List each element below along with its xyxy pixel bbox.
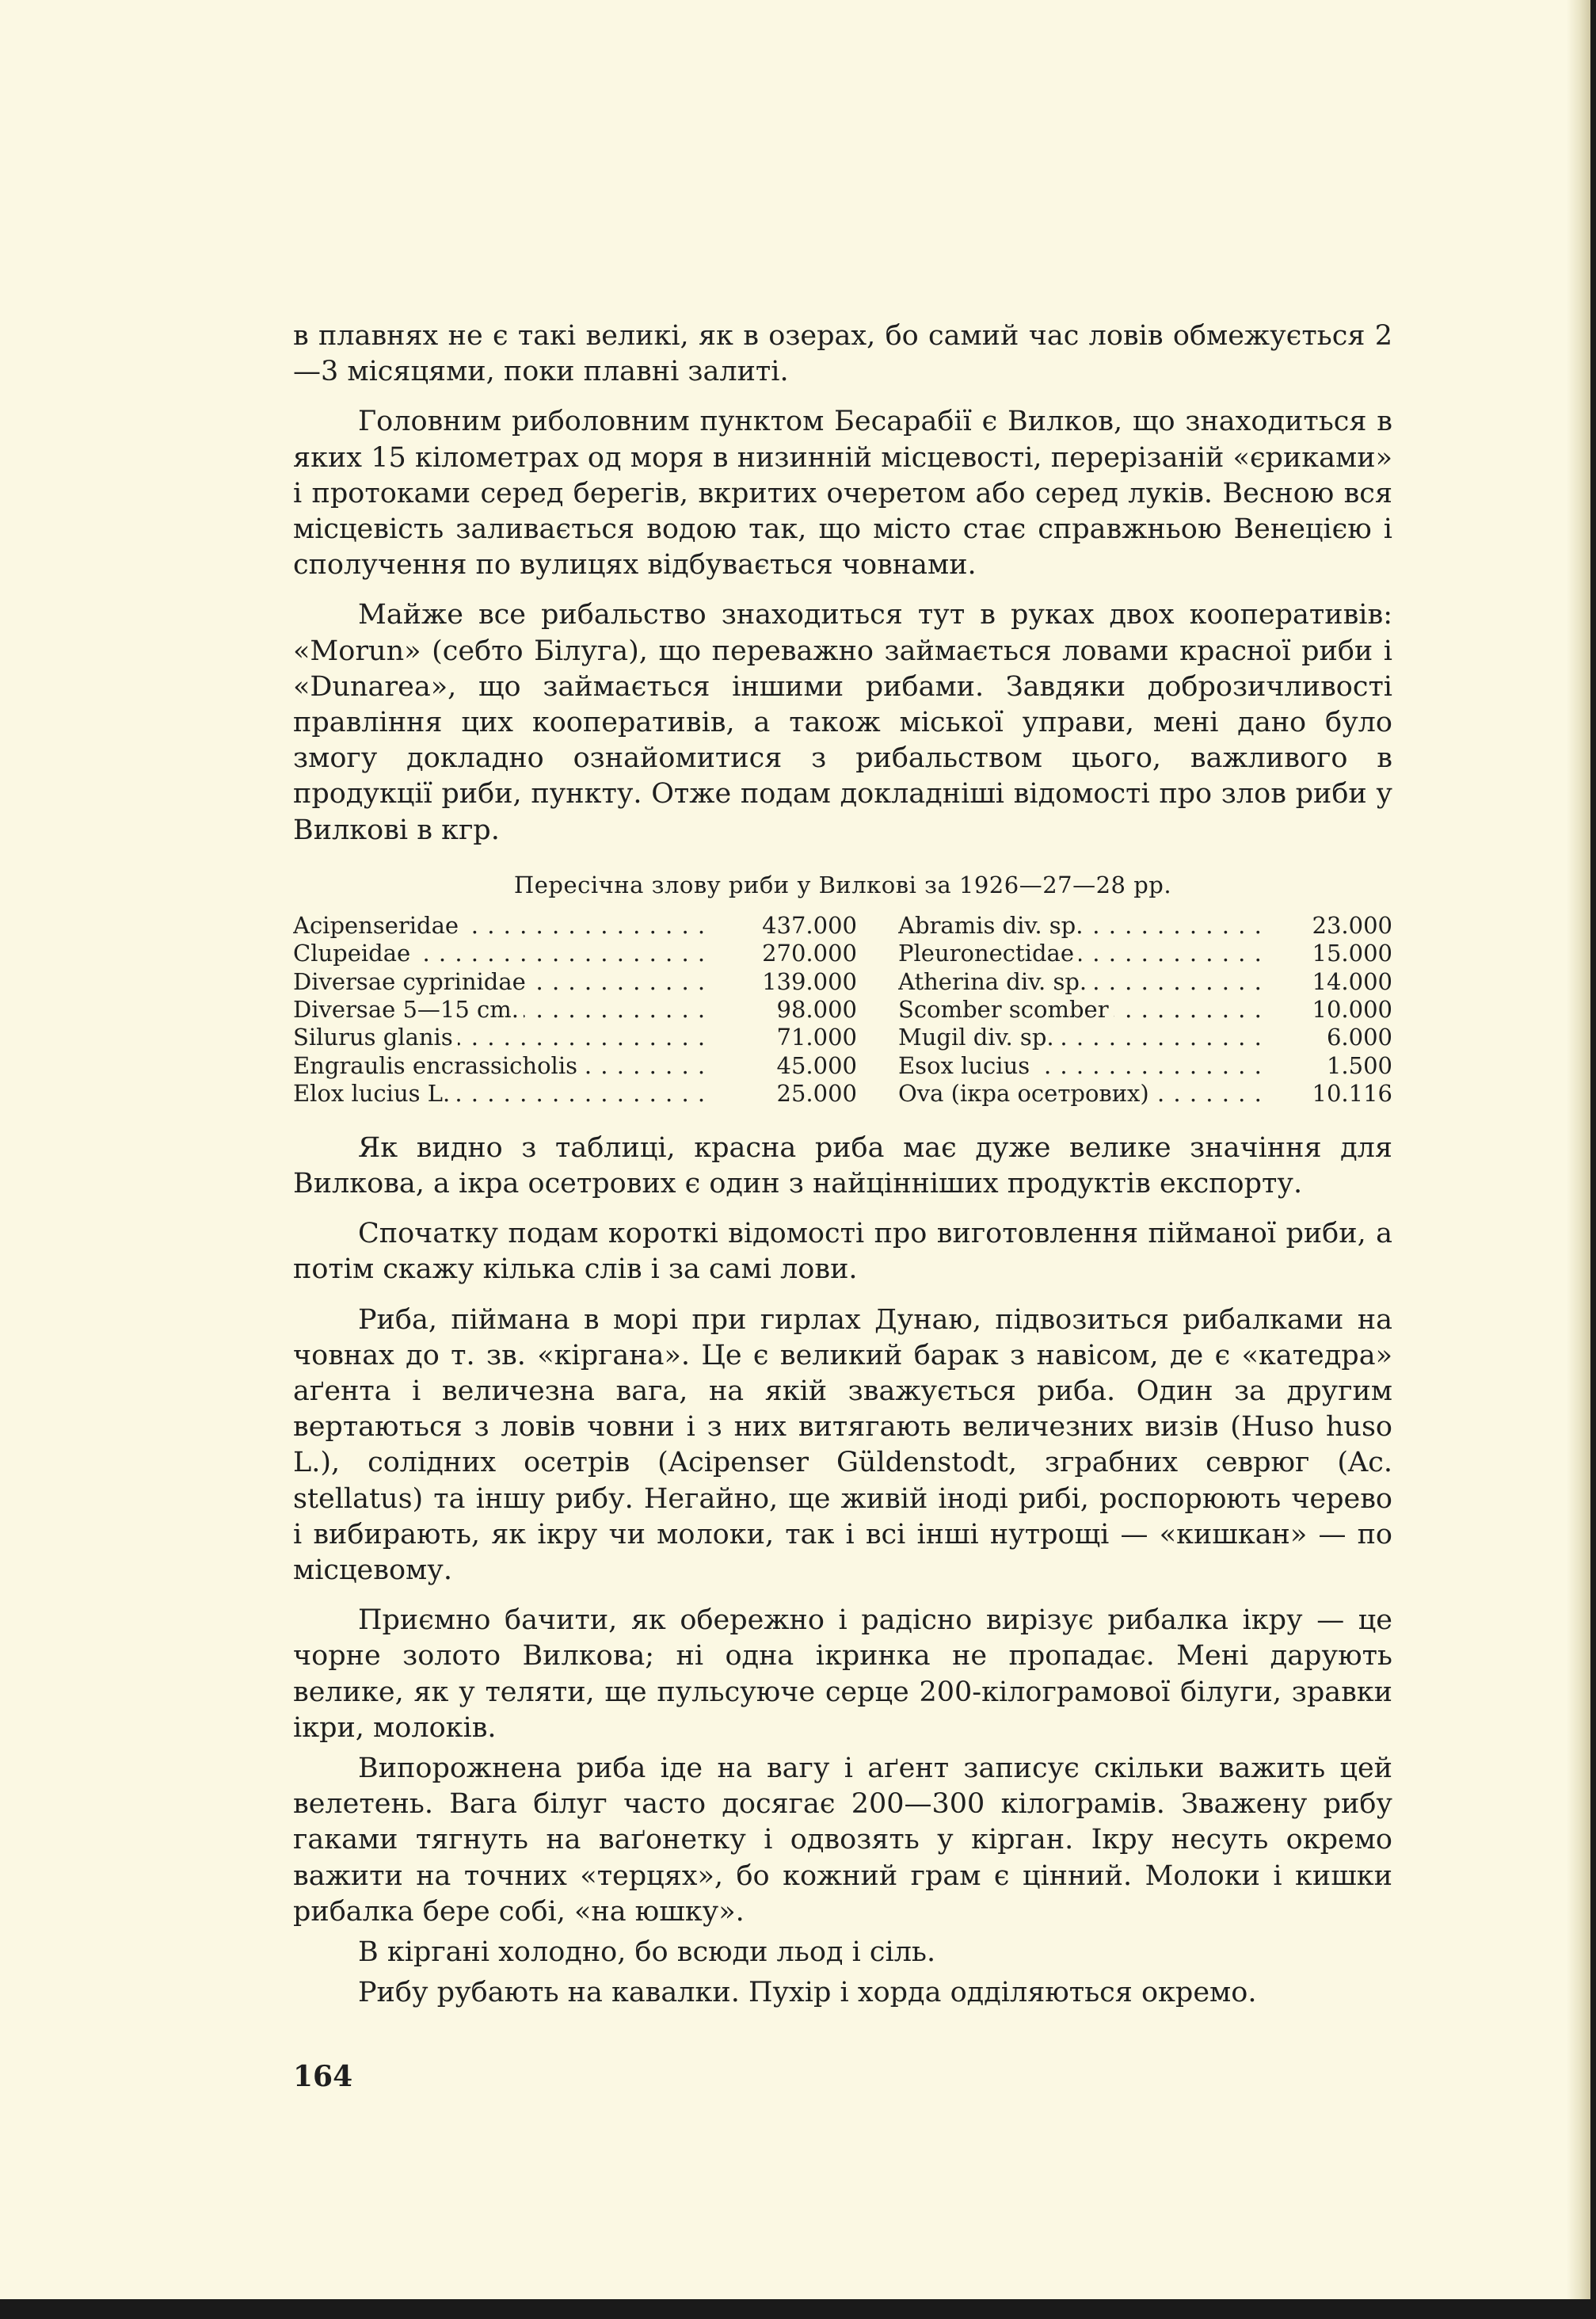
column-gap <box>857 912 898 940</box>
paragraph-4: Як видно з таблиці, красна риба має дуже велике значіння для Вилкова, а ікра осетрових є один з найцінніших продуктів експорту. <box>293 1131 1392 1200</box>
column-gap <box>857 940 898 967</box>
fish-name-right-cell <box>898 940 1269 967</box>
fish-name-left-cell <box>293 940 712 967</box>
fish-name-right: Pleuronectidae <box>898 940 1079 967</box>
catch-table <box>293 912 1392 1108</box>
paragraph-5: Спочатку подам короткі відомості про виготовлення пійманої риби, а потім скажу кілька слів і за самі лови. <box>293 1218 1392 1286</box>
table-row <box>293 996 1392 1024</box>
catch-value-left: 25.000 <box>712 1080 857 1108</box>
page-content <box>293 318 1392 2011</box>
fish-name-right: Ova (ікра осетрових) <box>898 1080 1154 1107</box>
fish-name-left-cell <box>293 1052 712 1080</box>
fish-name-left-cell <box>293 912 712 940</box>
table-caption: Пересічна злову риби у Вилкові за 1926—27—28 рр. <box>513 871 1172 898</box>
catch-value-right: 1.500 <box>1269 1052 1392 1080</box>
page-edge-shadow <box>1567 0 1590 2299</box>
table-row <box>293 968 1392 996</box>
fish-name-right: Mugil div. sp. <box>898 1024 1059 1051</box>
fish-name-left: Engraulis encrassicholis <box>293 1052 582 1079</box>
paragraph-3: Майже все рибальство знаходиться тут в руках двох кооперативів: «Morun» (себто Білуга), що переважно займається ловами красної риби і «Dunarea», що займається іншими рибами. Завдяки доброзичливості правління цих кооперативів, а також міської управи, мені дано було змогу докладно ознайомитися з рибальством цього, важливого в продукції риби, пункту. Отже подам докладніші відомості про злов риби у Вилкові в кгр. <box>293 599 1392 846</box>
fish-name-right: Atherina div. sp. <box>898 968 1091 995</box>
fish-name-right-cell <box>898 968 1269 996</box>
paragraph-6: Риба, піймана в морі при гирлах Дунаю, підвозиться рибалками на човнах до т. зв. «кіргана». Це є великий барак з навісом, де є «катедра» аґента і величезна вага, на якій зважується риба. Один за другим вертаються з ловів човни і з них витягають величезних визів (Huso huso L.), солідних осетрів (Acipenser Güldenstodt, зграбних севрюг (Ac. stellatus) та іншу рибу. Негайно, ще живій іноді рибі, роспорюють черево і вибирають, як ікру чи молоки, так і всі інші нутрощі — «кишкан» — по місцевому. <box>293 1303 1392 1586</box>
catch-value-right: 14.000 <box>1269 968 1392 996</box>
paragraph-1: в плавнях не є такі великі, як в озерах, бо самий час ловів обмежується 2—3 місяцями, поки плавні залиті. <box>293 320 1392 388</box>
fish-name-right-cell <box>898 1052 1269 1080</box>
fish-name-left-cell <box>293 1024 712 1051</box>
catch-value-right: 23.000 <box>1269 912 1392 940</box>
fish-name-right-cell <box>898 996 1269 1024</box>
catch-value-left: 437.000 <box>712 912 857 940</box>
fish-name-left-cell <box>293 996 712 1024</box>
fish-name-right: Abramis div. sp. <box>898 912 1087 939</box>
fish-name-left: Elox lucius L. <box>293 1080 455 1107</box>
fish-name-right-cell <box>898 1080 1269 1108</box>
paragraph-2: Головним риболовним пунктом Бесарабії є Вилков, що знаходиться в яких 15 кілометрах од моря в низинній місцевості, перерізаній «єриками» і протоками серед берегів, вкритих очеретом або серед луків. Весною вся місцевість заливається водою так, що місто стає справжньою Венецією і сполучення по вулицях відбувається човнами. <box>293 406 1392 582</box>
catch-value-left: 270.000 <box>712 940 857 967</box>
fish-name-left-cell <box>293 968 712 996</box>
fish-name-left: Acipenseridae <box>293 912 463 939</box>
fish-name-right-cell <box>898 912 1269 940</box>
catch-value-left: 139.000 <box>712 968 857 996</box>
page-number: 164 <box>293 2060 353 2093</box>
column-gap <box>857 1080 898 1108</box>
fish-name-right: Esox lucius <box>898 1052 1034 1079</box>
catch-value-right: 10.116 <box>1269 1080 1392 1108</box>
column-gap <box>857 1052 898 1080</box>
catch-value-right: 15.000 <box>1269 940 1392 967</box>
column-gap <box>857 996 898 1024</box>
catch-value-right: 10.000 <box>1269 996 1392 1024</box>
fish-name-left-cell <box>293 1080 712 1108</box>
fish-name-left: Diversae cyprinidae <box>293 968 531 995</box>
paragraph-10: Рибу рубають на кавалки. Пухір і хорда одділяються окремо. <box>358 1977 1257 2009</box>
fish-name-left: Silurus glanis <box>293 1024 458 1051</box>
fish-name-left: Clupeidae <box>293 940 415 967</box>
catch-value-left: 71.000 <box>712 1024 857 1051</box>
fish-name-right-cell <box>898 1024 1269 1051</box>
fish-name-left: Diversae 5—15 cm. <box>293 996 524 1023</box>
table-row <box>293 1080 1392 1108</box>
paragraph-8: Випорожнена риба іде на вагу і аґент записує скільки важить цей велетень. Вага білуг часто досягає 200—300 кілограмів. Зважену рибу гаками тягнуть на ваґонетку і одвозять у кірган. Ікру несуть окремо важити на точних «терцях», бо кожний грам є цінний. Молоки і кишки рибалка бере собі, «на юшку». <box>293 1752 1392 1928</box>
table-row <box>293 912 1392 940</box>
column-gap <box>857 1024 898 1051</box>
paragraph-9: В кіргані холодно, бо всюди льод і сіль. <box>358 1936 936 1968</box>
catch-value-right: 6.000 <box>1269 1024 1392 1051</box>
catch-value-left: 98.000 <box>712 996 857 1024</box>
paragraph-7: Приємно бачити, як обережно і радісно вирізує рибалка ікру — це чорне золото Вилкова; ні одна ікринка не пропадає. Мені дарують велике, як у теляти, ще пульсуюче серце 200-кілограмової білуги, зравки ікри, молоків. <box>293 1604 1392 1744</box>
column-gap <box>857 968 898 996</box>
fish-name-right: Scomber scomber <box>898 996 1114 1023</box>
table-row <box>293 1052 1392 1080</box>
catch-value-left: 45.000 <box>712 1052 857 1080</box>
table-row <box>293 1024 1392 1051</box>
table-row <box>293 940 1392 967</box>
